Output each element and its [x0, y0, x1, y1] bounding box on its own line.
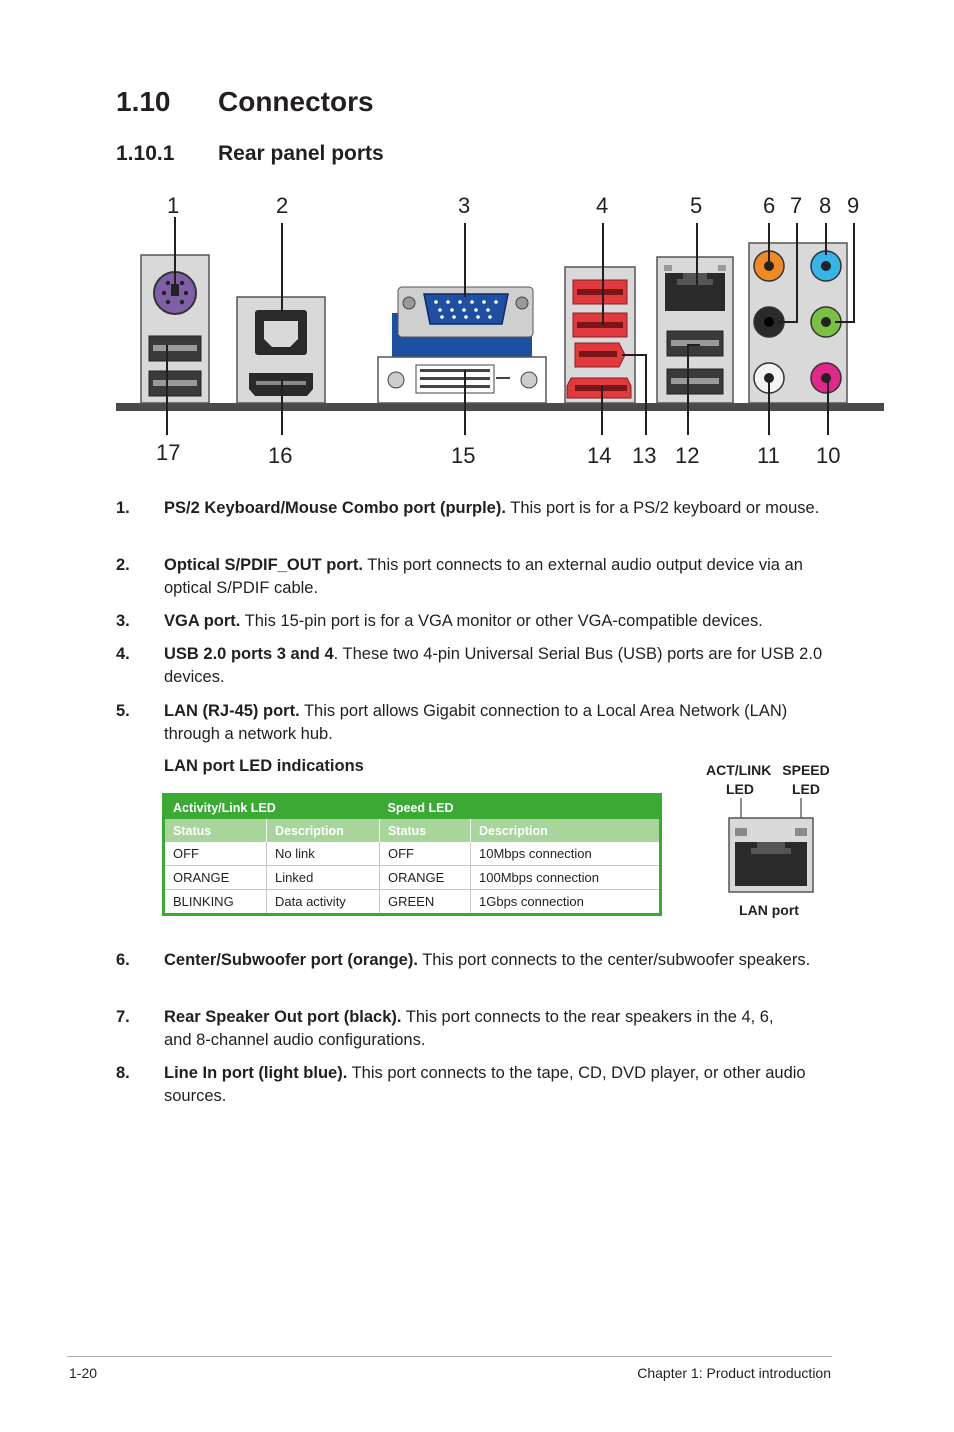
table-cell: Linked [267, 866, 380, 890]
item-number: 3. [116, 612, 130, 630]
port-item-7 [116, 1006, 836, 1052]
callout-13: 13 [632, 443, 657, 468]
section-heading [116, 86, 374, 118]
subsection-number: 1.10.1 [116, 142, 175, 165]
section-title: Connectors [218, 86, 374, 117]
chapter-title: Chapter 1: Product introduction [637, 1365, 831, 1381]
subsection-heading [116, 142, 384, 166]
table-cell: ORANGE [164, 866, 267, 890]
table-group-header-row [164, 795, 661, 820]
table-column-header-row [164, 819, 661, 842]
port-item-8 [116, 1062, 836, 1108]
item-number: 1. [116, 499, 130, 517]
vga-port [424, 294, 508, 324]
item-title: Center/Subwoofer port (orange). [164, 951, 418, 969]
callout-12: 12 [675, 443, 700, 468]
table-cell: ORANGE [380, 866, 471, 890]
port-item-5 [116, 700, 836, 746]
callout-10: 10 [816, 443, 841, 468]
vga-dvi-block [378, 287, 546, 403]
table-row [164, 866, 661, 890]
act-link-led [735, 828, 747, 836]
item-number: 2. [116, 556, 130, 574]
bottom-callouts [156, 440, 840, 468]
group-header-activity: Activity/Link LED [164, 795, 380, 820]
section-number: 1.10 [116, 86, 171, 117]
table-cell: Data activity [267, 890, 380, 915]
lan-led-table [162, 793, 662, 916]
table-cell: OFF [164, 842, 267, 866]
callout-9: 9 [847, 193, 860, 218]
group-header-speed: Speed LED [380, 795, 661, 820]
callout-8: 8 [819, 193, 832, 218]
page-number: 1-20 [69, 1365, 98, 1381]
speed-label-line2: LED [792, 781, 820, 797]
table-cell: 100Mbps connection [471, 866, 661, 890]
item-text: This port allows Gigabit connection to a Local Area Network (LAN) through a network hub. [164, 702, 788, 743]
act-link-label-line1: ACT/LINK [706, 762, 772, 778]
port-item-6 [116, 949, 836, 972]
item-text: This port is for a PS/2 keyboard or mouse. [505, 499, 820, 517]
callout-1: 1 [167, 193, 180, 218]
item-number: 8. [116, 1064, 130, 1082]
callout-17: 17 [156, 440, 181, 465]
item-text: This port connects to the rear speakers in the 4, 6, and 8-channel audio configurations. [164, 1008, 774, 1049]
item-number: 4. [116, 645, 130, 663]
item-title: LAN (RJ-45) port. [164, 702, 300, 720]
port-item-1 [116, 497, 836, 520]
item-text: . These two 4-pin Universal Serial Bus (USB) ports are for USB 2.0 devices. [164, 645, 823, 686]
usb-red-block [565, 267, 635, 403]
item-title: PS/2 Keyboard/Mouse Combo port (purple). [164, 499, 506, 517]
table-cell: OFF [380, 842, 471, 866]
speed-label-line1: SPEED [782, 762, 830, 778]
table-cell: BLINKING [164, 890, 267, 915]
item-title: USB 2.0 ports 3 and 4 [164, 645, 334, 663]
table-row [164, 842, 661, 866]
item-number: 6. [116, 951, 130, 969]
item-title: VGA port. [164, 612, 241, 630]
lan-port-caption: LAN port [739, 902, 799, 918]
callout-4: 4 [596, 193, 609, 218]
item-title: Optical S/PDIF_OUT port. [164, 556, 363, 574]
callout-3: 3 [458, 193, 471, 218]
callout-14: 14 [587, 443, 612, 468]
item-text: This 15-pin port is for a VGA monitor or other VGA-compatible devices. [240, 612, 763, 630]
item-title: Line In port (light blue). [164, 1064, 348, 1082]
item-number: 5. [116, 702, 130, 720]
act-link-label-line2: LED [726, 781, 754, 797]
speed-led [795, 828, 807, 836]
port-item-2 [116, 554, 836, 600]
port-item-4 [116, 643, 836, 689]
column-header: Description [267, 819, 380, 842]
footer-divider [67, 1356, 832, 1357]
table-cell: GREEN [380, 890, 471, 915]
item-number: 7. [116, 1008, 130, 1026]
column-header: Status [380, 819, 471, 842]
table-row [164, 890, 661, 915]
lan-port-figure [725, 798, 817, 896]
lan-led-title: LAN port LED indications [164, 757, 364, 775]
item-text: This port connects to the center/subwoofer speakers. [417, 951, 811, 969]
callout-7: 7 [790, 193, 803, 218]
item-title: Rear Speaker Out port (black). [164, 1008, 402, 1026]
rear-panel-diagram [0, 185, 954, 475]
table-cell: 10Mbps connection [471, 842, 661, 866]
lan-usb-block [657, 257, 733, 403]
item-text: This port connects to an external audio output device via an optical S/PDIF cable. [164, 556, 803, 597]
column-header: Status [164, 819, 267, 842]
subsection-title: Rear panel ports [218, 142, 384, 165]
item-text: This port connects to the tape, CD, DVD player, or other audio sources. [164, 1064, 806, 1105]
act-link-led-label [700, 762, 780, 797]
top-callouts [167, 193, 859, 218]
callout-5: 5 [690, 193, 703, 218]
speed-led-label [776, 762, 836, 797]
callout-16: 16 [268, 443, 293, 468]
column-header: Description [471, 819, 661, 842]
table-cell: No link [267, 842, 380, 866]
callout-2: 2 [276, 193, 289, 218]
callout-11: 11 [757, 443, 780, 468]
callout-6: 6 [763, 193, 776, 218]
port-item-3 [116, 610, 836, 633]
callout-15: 15 [451, 443, 476, 468]
table-cell: 1Gbps connection [471, 890, 661, 915]
